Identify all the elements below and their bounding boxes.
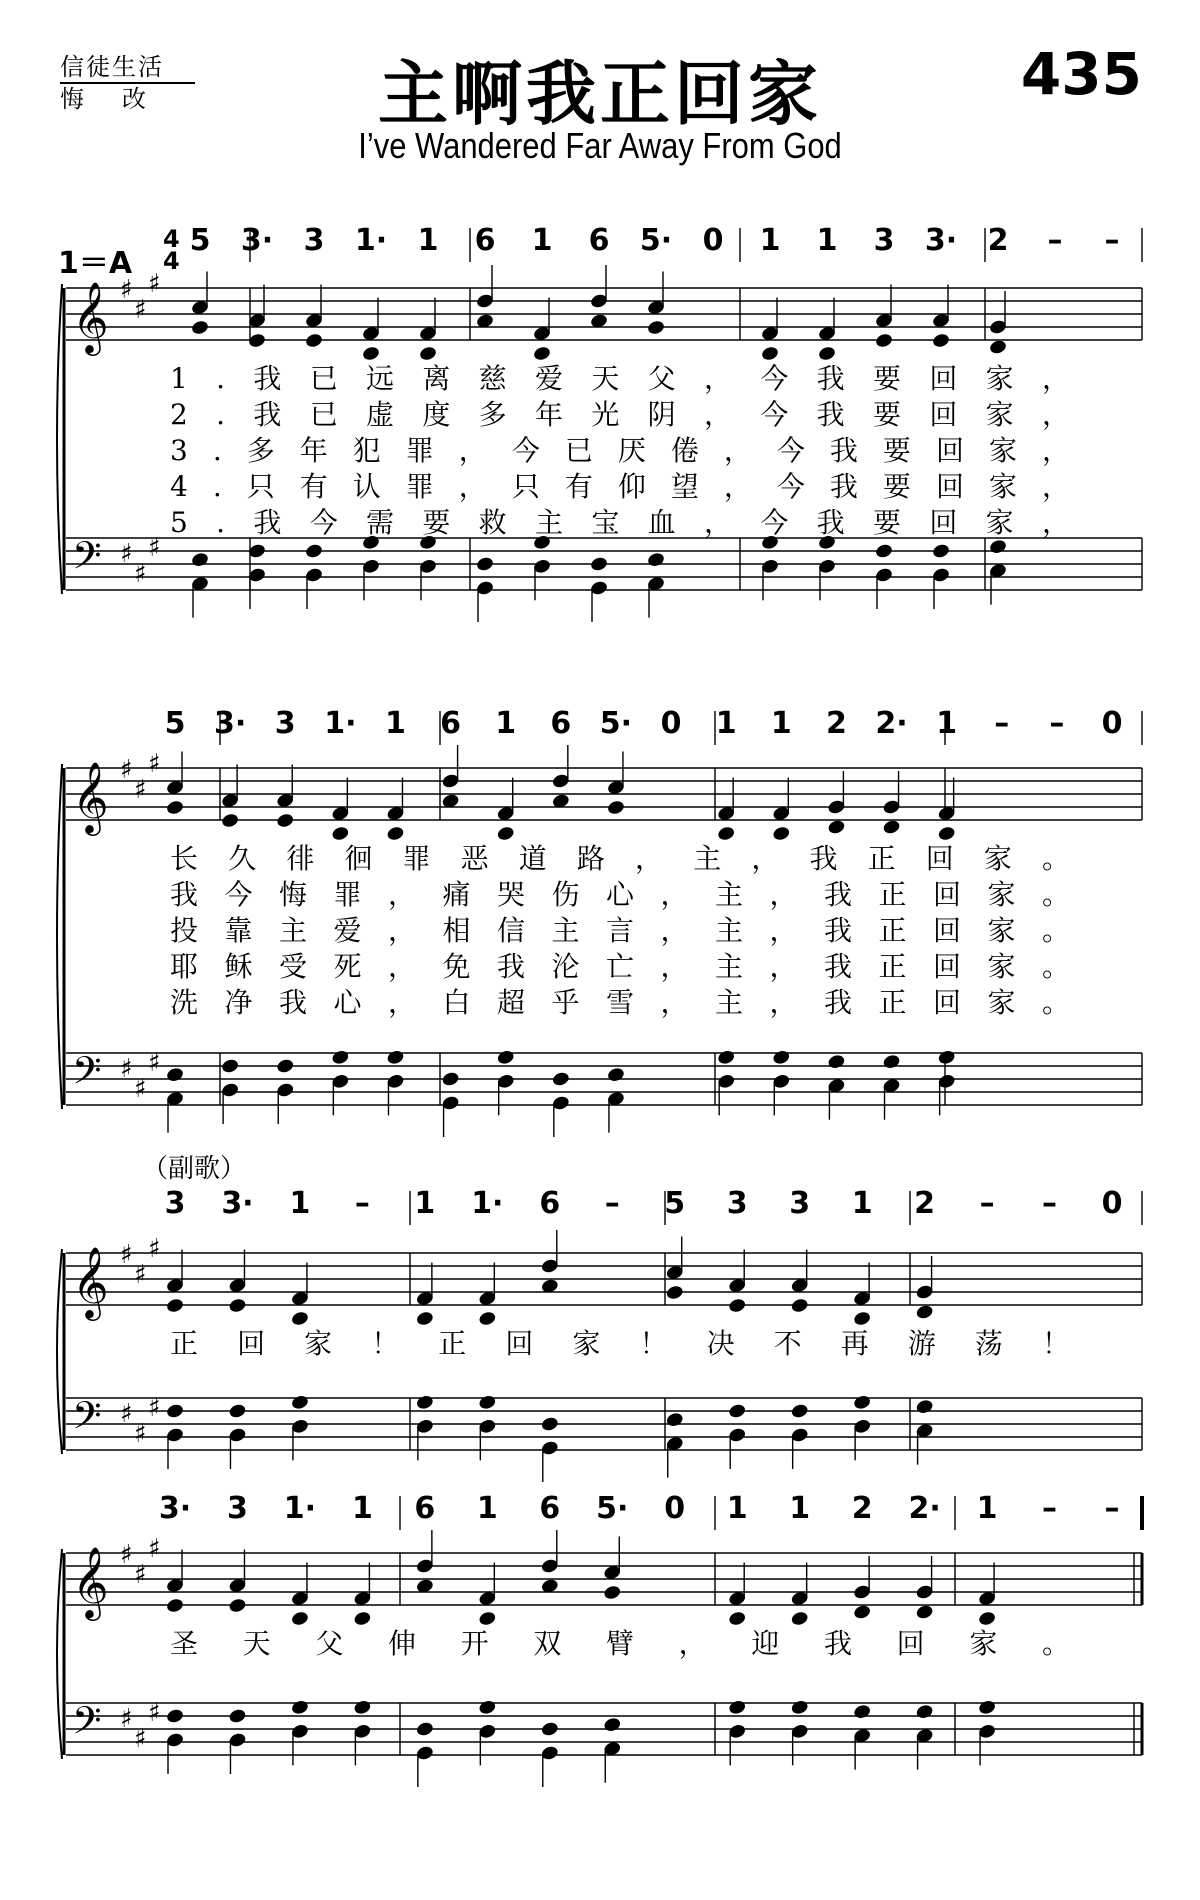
jianpu-note: 5·	[596, 1491, 629, 1526]
treble-clef: 𝄞	[72, 760, 109, 833]
bass-notehead	[790, 1699, 809, 1716]
key-sharp: ♯	[120, 1399, 133, 1429]
treble-clef: 𝄞	[72, 280, 109, 353]
jianpu-note: 1	[289, 1186, 311, 1221]
bass-notehead	[853, 1394, 872, 1411]
key-sharp: ♯	[148, 749, 161, 779]
treble-notehead	[331, 825, 350, 842]
key-sharp: ♯	[148, 1234, 161, 1264]
jianpu-note: 2·	[908, 1491, 941, 1526]
bass-clef: 𝄢	[72, 1393, 102, 1447]
key-sharp: ♯	[120, 275, 133, 305]
key-sharp: ♯	[134, 1074, 147, 1104]
source-category: 信徒生活	[60, 52, 195, 84]
key-sharp: ♯	[134, 1419, 147, 1449]
key-sharp: ♯	[120, 755, 133, 785]
treble-notehead	[532, 345, 551, 362]
jianpu-note: 1	[414, 1186, 436, 1221]
jianpu-note: 6	[440, 706, 462, 741]
bass-notehead	[874, 543, 893, 560]
treble-notehead	[977, 1610, 996, 1627]
hymn-number: 435	[1020, 40, 1142, 108]
bass-notehead	[540, 1416, 559, 1433]
jianpu-note: 3·	[240, 223, 274, 258]
jianpu-note: 0	[702, 223, 724, 258]
jianpu-note: 3·	[213, 706, 247, 741]
lyric-line: 圣天父伸开双臂，迎我回家。	[170, 1627, 1070, 1660]
jianpu-note: 6	[414, 1491, 436, 1526]
treble-notehead	[165, 799, 184, 816]
bass-notehead	[606, 1066, 625, 1083]
lyric-line: 3.多年犯罪，今已厌倦，今我要回家，	[170, 434, 1070, 467]
jianpu-note: 3	[789, 1186, 811, 1221]
jianpu-note: 6	[539, 1491, 561, 1526]
bass-notehead	[915, 1703, 934, 1720]
key-sharp: ♯	[148, 269, 161, 299]
jianpu-note: 1	[759, 223, 781, 258]
jianpu-note: 3	[873, 223, 895, 258]
jianpu-note: 2	[987, 223, 1009, 258]
time-signature-bottom: 4	[163, 247, 180, 275]
jianpu-note: –	[1104, 223, 1120, 258]
treble-notehead	[931, 332, 950, 349]
jianpu-note: 1	[936, 706, 958, 741]
treble-clef: 𝄞	[72, 1545, 109, 1618]
bass-notehead	[304, 543, 323, 560]
bass-notehead	[221, 1058, 240, 1075]
jianpu-note: 5·	[639, 223, 673, 258]
jianpu-note: 3	[726, 1186, 748, 1221]
jianpu-note: 1·	[354, 223, 388, 258]
key-sharp: ♯	[134, 1260, 147, 1290]
bass-notehead	[646, 551, 665, 568]
bass-notehead	[165, 1066, 184, 1083]
treble-notehead	[478, 1610, 497, 1627]
treble-notehead	[790, 1297, 809, 1314]
jianpu-note: 3·	[221, 1186, 254, 1221]
treble-notehead	[353, 1610, 372, 1627]
jianpu-note: 5·	[599, 706, 633, 741]
jianpu-note: 1	[417, 223, 439, 258]
jianpu-note: 1	[495, 706, 517, 741]
key-sharp: ♯	[134, 295, 147, 325]
treble-notehead	[882, 819, 901, 836]
key-sharp: ♯	[120, 1540, 133, 1570]
bass-notehead	[853, 1703, 872, 1720]
jianpu-note: 1·	[283, 1491, 317, 1526]
treble-notehead	[827, 819, 846, 836]
jianpu-note: 1	[351, 1491, 373, 1526]
jianpu-note: 0	[660, 706, 682, 741]
bass-notehead	[386, 1049, 405, 1066]
jianpu-note: 3	[227, 1491, 248, 1526]
treble-notehead	[915, 1304, 934, 1321]
treble-notehead	[228, 1297, 247, 1314]
lyric-line: 2.我已虚度多年光阴，今我要回家，	[170, 398, 1070, 431]
bass-clef: 𝄢	[72, 1048, 102, 1102]
bass-notehead	[415, 1394, 434, 1411]
jianpu-note: 3	[303, 223, 325, 258]
jianpu-note: 5	[164, 706, 186, 741]
lyric-line: 4.只有认罪，只有仰望，今我要回家，	[170, 470, 1070, 503]
treble-notehead	[937, 825, 956, 842]
hymn-title: 主啊我正回家	[378, 53, 822, 135]
system-brace	[57, 1549, 62, 1759]
treble-notehead	[386, 825, 405, 842]
jianpu-note: 2	[914, 1186, 936, 1221]
lyric-line: 5.我今需要救主宝血，今我要回家，	[170, 506, 1070, 539]
bass-notehead	[441, 1071, 460, 1088]
bass-notehead	[717, 1049, 736, 1066]
treble-notehead	[728, 1297, 747, 1314]
jianpu-note: 0	[1101, 1186, 1123, 1221]
jianpu-note: 3	[164, 1186, 186, 1221]
key-sharp: ♯	[120, 1054, 133, 1084]
bass-notehead	[165, 1403, 184, 1420]
jianpu-note: 2	[851, 1491, 873, 1526]
bass-clef: 𝄢	[72, 533, 102, 587]
treble-notehead	[290, 1310, 309, 1327]
treble-notehead	[665, 1284, 684, 1301]
bass-notehead	[496, 1049, 515, 1066]
bass-clef: 𝄢	[72, 1698, 102, 1752]
lyric-line: 正回家！正回家！决不再游荡！	[170, 1327, 1070, 1360]
hymn-subtitle-english: I’ve Wandered Far Away From God	[358, 125, 842, 166]
jianpu-note: –	[604, 1186, 620, 1221]
jianpu-note: 6	[474, 223, 496, 258]
lyric-line: 洗净我心，白超乎雪，主，我正回家。	[170, 986, 1070, 1019]
treble-notehead	[728, 1610, 747, 1627]
key-sharp: ♯	[148, 1393, 161, 1423]
treble-notehead	[915, 1604, 934, 1621]
jianpu-note: –	[994, 706, 1010, 741]
jianpu-note: 1	[476, 1491, 498, 1526]
jianpu-note: 6	[550, 706, 572, 741]
bass-notehead	[331, 1049, 350, 1066]
treble-notehead	[496, 825, 515, 842]
bass-notehead	[190, 551, 209, 568]
treble-notehead	[478, 1310, 497, 1327]
bass-notehead	[478, 1394, 497, 1411]
jianpu-note: –	[1104, 1491, 1120, 1526]
bass-notehead	[415, 1721, 434, 1738]
treble-notehead	[165, 1297, 184, 1314]
jianpu-note: 5	[664, 1186, 686, 1221]
treble-notehead	[418, 345, 437, 362]
key-sharp: ♯	[120, 1704, 133, 1734]
treble-notehead	[165, 1597, 184, 1614]
treble-notehead	[817, 345, 836, 362]
bass-notehead	[589, 556, 608, 573]
treble-notehead	[646, 319, 665, 336]
key-sharp: ♯	[148, 1048, 161, 1078]
jianpu-note: 1	[770, 706, 792, 741]
treble-notehead	[228, 1597, 247, 1614]
bass-notehead	[728, 1403, 747, 1420]
jianpu-note: 6	[539, 1186, 561, 1221]
key-sharp: ♯	[148, 1534, 161, 1564]
bass-notehead	[977, 1699, 996, 1716]
jianpu-note: –	[1042, 1186, 1058, 1221]
key-sharp: ♯	[148, 533, 161, 563]
system-brace	[57, 764, 62, 1109]
lyric-line: 长久徘徊罪恶道路，主，我正回家。	[170, 842, 1070, 875]
bass-notehead	[290, 1394, 309, 1411]
treble-notehead	[988, 339, 1007, 356]
jianpu-note: 1	[851, 1186, 873, 1221]
bass-notehead	[276, 1058, 295, 1075]
treble-notehead	[853, 1310, 872, 1327]
jianpu-note: 1·	[324, 706, 357, 741]
bass-notehead	[475, 556, 494, 573]
key-sharp: ♯	[148, 1698, 161, 1728]
key-sharp: ♯	[134, 1560, 147, 1590]
treble-notehead	[304, 332, 323, 349]
treble-notehead	[361, 345, 380, 362]
jianpu-note: 1	[385, 706, 406, 741]
bass-notehead	[353, 1699, 372, 1716]
jianpu-note: 1	[816, 223, 838, 258]
jianpu-note: –	[1049, 706, 1065, 741]
treble-notehead	[290, 1610, 309, 1627]
treble-notehead	[276, 812, 295, 829]
jianpu-note: 3	[274, 706, 296, 741]
bass-notehead	[827, 1053, 846, 1070]
key-sharp: ♯	[120, 1240, 133, 1270]
bass-notehead	[478, 1699, 497, 1716]
treble-notehead	[853, 1604, 872, 1621]
lyric-line: 耶稣受死，免我沦亡，主，我正回家。	[170, 950, 1070, 983]
treble-notehead	[874, 332, 893, 349]
bass-notehead	[772, 1049, 791, 1066]
bass-notehead	[915, 1398, 934, 1415]
jianpu-note: 1	[726, 1491, 748, 1526]
treble-notehead	[790, 1610, 809, 1627]
bass-notehead	[290, 1699, 309, 1716]
bass-notehead	[988, 538, 1007, 555]
jianpu-note: 6	[588, 223, 610, 258]
bass-notehead	[937, 1049, 956, 1066]
bass-notehead	[551, 1071, 570, 1088]
bass-notehead	[790, 1403, 809, 1420]
jianpu-note: 0	[664, 1491, 686, 1526]
chorus-label: （副歌）	[142, 1154, 247, 1184]
jianpu-note: –	[1047, 223, 1063, 258]
treble-notehead	[603, 1584, 622, 1601]
bass-notehead	[882, 1053, 901, 1070]
jianpu-note: 3·	[924, 223, 958, 258]
jianpu-note: 1·	[471, 1186, 504, 1221]
bass-notehead	[228, 1403, 247, 1420]
key-sharp: ♯	[134, 1724, 147, 1754]
time-signature-top: 4	[163, 225, 180, 253]
lyric-line: 投靠主爱，相信主言，主，我正回家。	[170, 914, 1070, 947]
jianpu-note: –	[1042, 1491, 1058, 1526]
bass-notehead	[728, 1699, 747, 1716]
bass-notehead	[165, 1708, 184, 1725]
jianpu-note: 1	[531, 223, 553, 258]
jianpu-note: 2	[825, 706, 847, 741]
jianpu-note: 5	[189, 223, 211, 258]
treble-notehead	[415, 1310, 434, 1327]
lyric-line: 我今悔罪，痛哭伤心，主，我正回家。	[170, 878, 1070, 911]
treble-notehead	[760, 345, 779, 362]
treble-clef: 𝄞	[72, 1245, 109, 1318]
key-signature-label: 1＝A	[58, 246, 133, 281]
treble-notehead	[717, 825, 736, 842]
bass-notehead	[540, 1721, 559, 1738]
key-sharp: ♯	[134, 559, 147, 589]
treble-notehead	[221, 812, 240, 829]
jianpu-note: –	[354, 1186, 370, 1221]
jianpu-note: 0	[1101, 706, 1123, 741]
key-sharp: ♯	[134, 775, 147, 805]
bass-notehead	[603, 1716, 622, 1733]
jianpu-note: 3·	[158, 1491, 192, 1526]
jianpu-note: 1	[789, 1491, 811, 1526]
treble-notehead	[190, 319, 209, 336]
bass-notehead	[228, 1708, 247, 1725]
bass-notehead	[665, 1411, 684, 1428]
key-sharp: ♯	[120, 539, 133, 569]
system-brace	[57, 284, 62, 594]
source-subcategory: 悔改	[60, 85, 184, 113]
jianpu-note: 2·	[875, 706, 908, 741]
lyric-line: 1.我已远离慈爱天父，今我要回家，	[170, 362, 1070, 395]
jianpu-note: 1	[976, 1491, 998, 1526]
system-brace	[57, 1249, 62, 1454]
treble-notehead	[772, 825, 791, 842]
bass-notehead	[931, 543, 950, 560]
treble-notehead	[606, 799, 625, 816]
jianpu-note: –	[979, 1186, 995, 1221]
jianpu-note: 1	[715, 706, 737, 741]
